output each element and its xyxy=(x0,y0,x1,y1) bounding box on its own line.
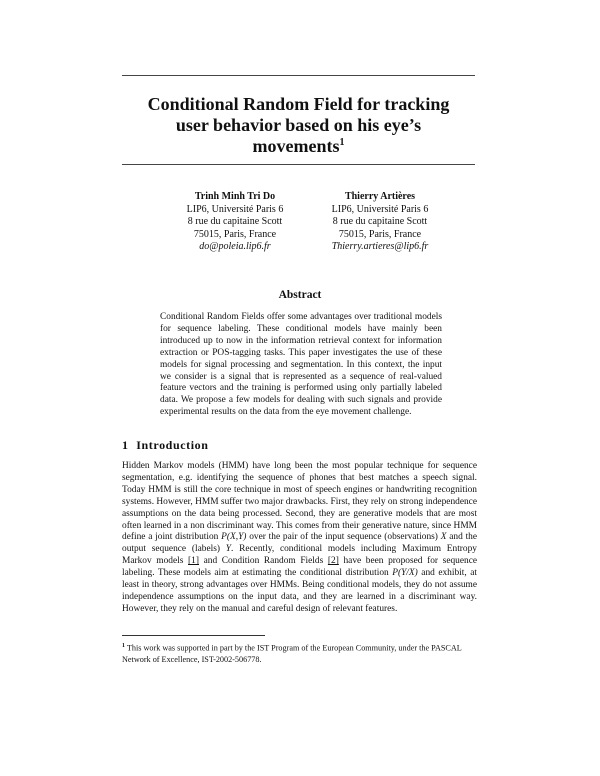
math-x: X xyxy=(440,532,447,543)
title-rule-top xyxy=(122,75,475,76)
citation-link-2[interactable]: [2] xyxy=(327,556,339,567)
author-name: Trinh Minh Tri Do xyxy=(194,191,276,202)
introduction-paragraph xyxy=(122,461,477,616)
intro-text-4: . Recently, conditional models including Maximum Entropy Markov models xyxy=(122,544,477,567)
author-block-2 xyxy=(305,191,455,254)
author-email[interactable]: Thierry.artieres@lip6.fr xyxy=(331,241,429,252)
footnote-marker: 1 xyxy=(122,643,125,649)
author-city: 75015, Paris, France xyxy=(338,228,422,240)
section-heading-introduction xyxy=(122,438,209,453)
intro-text-5: and Condition Random Fields xyxy=(203,556,324,567)
author-street: 8 rue du capitaine Scott xyxy=(332,216,428,227)
title-line-3-text: movements xyxy=(252,136,340,156)
section-title-text: Introduction xyxy=(136,438,209,452)
intro-text-3: and the output sequence (labels) xyxy=(122,532,478,555)
intro-text-2: over the pair of the input sequence (observations) xyxy=(249,532,438,543)
author-email[interactable]: do@poleia.lip6.fr xyxy=(199,241,271,252)
citation-link-1[interactable]: [1] xyxy=(188,556,199,567)
author-block-1 xyxy=(160,191,310,254)
author-name: Thierry Artières xyxy=(344,191,416,202)
paper-title xyxy=(122,94,475,157)
footnote xyxy=(122,641,477,665)
section-number: 1 xyxy=(122,438,129,452)
intro-text-1: Hidden Markov models (HMM) have long been the most popular technique for sequence segmentation, e.g. identifying the sequence of phones that best matches a speech signal. Today HMM is still the core technique in most of speech engines or handwriting recognition systems. However, HMM suffer two major drawbacks. First, they rely on strong independence assumptions on the data being processed. Second, they are generative models that are most often learned in a non discriminant way. This comes from their generative nature, since HMM define a joint distribution xyxy=(122,461,477,543)
math-conditional-distribution: P(Y/X) xyxy=(392,568,418,579)
intro-text-7: and exhibit, at least in theory, strong advantages over HMMs. Being conditional models, they do not assume independence assumptions on the input data, and they are learned in a discriminant way. However, they rely on the manual and careful design of relevant features. xyxy=(122,568,477,614)
abstract-heading: Abstract xyxy=(278,289,322,301)
author-street: 8 rue du capitaine Scott xyxy=(187,216,283,227)
title-line-1: Conditional Random Field for tracking xyxy=(147,94,450,114)
abstract-text: Conditional Random Fields offer some advantages over traditional models for sequence labeling. These conditional models have mainly been introduced up to now in the information retrieval context for information extraction or POS-tagging tasks. This paper investigates the use of these models for signal processing and segmentation. In this context, the input we consider is a signal that is represented as a sequence of real-valued feature vectors and the training is performed using only partially labeled data. We propose a few models for dealing with such signals and provide experimental results on the data from the eye movement challenge. xyxy=(160,312,442,418)
math-y: Y xyxy=(225,544,231,555)
author-affiliation: LIP6, Université Paris 6 xyxy=(186,203,284,215)
title-footnote-marker[interactable]: 1 xyxy=(339,137,345,148)
footnote-rule xyxy=(122,635,265,636)
title-line-3 xyxy=(122,136,475,157)
math-joint-distribution: P(X,Y) xyxy=(221,532,247,543)
author-city: 75015, Paris, France xyxy=(193,228,277,240)
author-affiliation: LIP6, Université Paris 6 xyxy=(331,203,429,215)
title-rule-bottom xyxy=(122,164,475,165)
footnote-text: This work was supported in part by the IST Program of the European Community, under the PASCAL Network of Excellence, IST-2002-506778. xyxy=(122,643,462,664)
intro-text-6: have been proposed for sequence labeling. These models aim at estimating the conditional distribution xyxy=(122,556,478,579)
title-line-2: user behavior based on his eye’s xyxy=(175,115,422,135)
